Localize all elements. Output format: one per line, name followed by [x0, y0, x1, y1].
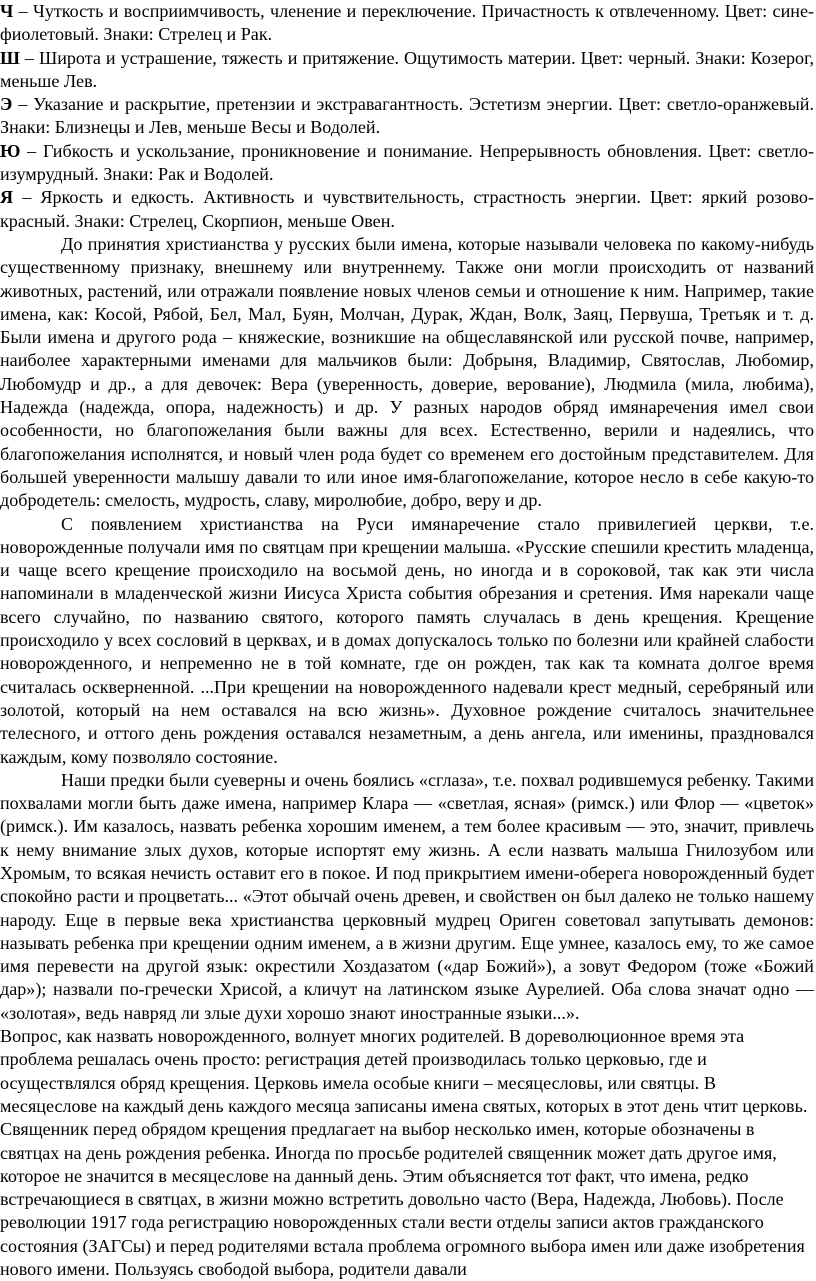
letter-label: Ю	[0, 140, 21, 161]
letter-description: – Широта и устрашение, тяжесть и притяжение. Ощутимость материи. Цвет: черный. Знаки: Козерог, меньше Лев.	[0, 47, 814, 91]
paragraph-pre-christian-names: До принятия христианства у русских были имена, которые называли человека по какому-нибудь существенному признаку, внешнему или внутреннему. Также они могли происходить от названий животных, растений, или отражали появление новых членов семьи и отношение к ним. Например, такие имена, как: Косой, Рябой, Бел, Мал, Буян, Молчан, Дурак, Ждан, Волк, Заяц, Первуша, Третьяк и т. д. Были имена и другого рода – княжеские, возникшие на общеславянской или русской почве, например, наиболее характерными именами для мальчиков были: Добрыня, Владимир, Святослав, Любомир, Любомудр и др., а для девочек: Вера (уверенность, доверие, верование), Людмила (мила, любима), Надежда (надежда, опора, надежность) и др. У разных народов обряд имянаречения имел свои особенности, но благопожелания были важны для всех. Естественно, верили и надеялись, что благопожелания исполнятся, и новый член рода будет со временем его достойным представителем. Для большей уверенности малышу давали то или иное имя-благопожелание, которое несло в себе какую-то добродетель: смелость, мудрость, славу, миролюбие, добро, веру и др.	[0, 233, 814, 511]
paragraph-christian-naming: С появлением христианства на Руси имянаречение стало привилегией церкви, т.е. новорожденные получали имя по святцам при крещении малыша. «Русские спешили крестить младенца, и чаще всего крещение происходило на восьмой день, но иногда и в сороковой, так как эти числа напоминали в младенческой жизни Иисуса Христа события обрезания и сретения. Имя нарекали чаще всего случайно, по названию святого, которого память случалась в день крещения. Крещение происходило у всех сословий в церквах, и в домах допускалось только по болезни или крайней слабости новорожденного, и непременно не в той комнате, где он рожден, так как та комната долгое время считалась оскверненной. ...При крещении на новорожденного надевали крест медный, серебряный или золотой, который на нем оставался на всю жизнь». Духовное рождение считалось значительнее телесного, и оттого день рождения оставался незаметным, а день ангела, или именины, праздновался каждым, кому позволяло состояние.	[0, 513, 814, 767]
paragraph-choosing-name: Вопрос, как назвать новорожденного, волнует многих родителей. В дореволюционное время эта проблема решалась очень просто: регистрация детей производилась только церковью, где и осуществлялся обряд крещения. Церковь имела особые книги – месяцесловы, или святцы. В месяцеслове на каждый день каждого месяца записаны имена святых, которых в этот день чтит церковь. Священник перед обрядом крещения предлагает на выбор несколько имен, которые обозначены в святцах на день рождения ребенка. Иногда по просьбе родителей священник может дать другое имя, которое не значится в месяцеслове на данный день. Этим объясняется тот факт, что имена, редко встречающиеся в святцах, в жизни можно встретить довольно часто (Вера, Надежда, Любовь). После революции 1917 года регистрацию новорожденных стали вести отделы записи актов гражданского состояния (ЗАГСы) и перед родителями встала проблема огромного выбора имен или даже изобретения нового имени. Пользуясь свободой выбора, родители давали	[0, 1026, 808, 1280]
letter-description: – Гибкость и ускользание, проникновение и понимание. Непрерывность обновления. Цвет: светло-изумрудный. Знаки: Рак и Водолей.	[0, 140, 814, 185]
letter-entry-e	[0, 93, 814, 140]
letter-label: Э	[0, 94, 13, 115]
letter-description: – Указание и раскрытие, претензии и экстравагантность. Эстетизм энергии. Цвет: светло-оранжевый. Знаки: Близнецы и Лев, меньше Весы и Водолей.	[0, 94, 814, 138]
letter-entry-sha	[0, 47, 814, 94]
letter-description: – Яркость и едкость. Активность и чувствительность, страстность энергии. Цвет: яркий розово-красный. Знаки: Стрелец, Скорпион, меньше Овен.	[0, 187, 814, 231]
letter-description: – Чуткость и восприимчивость, членение и переключение. Причастность к отвлеченному. Цвет: сине-фиолетовый. Знаки: Стрелец и Рак.	[0, 1, 814, 45]
letter-entry-yu	[0, 140, 814, 187]
letter-label: Ч	[0, 1, 14, 21]
letter-entry-ya	[0, 186, 814, 233]
letter-label: Ш	[0, 47, 20, 68]
letter-label: Я	[0, 187, 14, 208]
paragraph-superstitions: Наши предки были суеверны и очень боялись «сглаза», т.е. похвал родившемуся ребенку. Такими похвалами могли быть даже имена, например Клара — «светлая, ясная» (римск.) или Флор — «цветок» (римск.). Им казалось, назвать ребенка хорошим именем, а тем более красивым — это, значит, привлечь к нему внимание злых духов, которые испортят ему жизнь. А если назвать малыша Гнилозубом или Хромым, то всякая нечисть оставит его в покое. И под прикрытием имени-оберега новорожденный будет спокойно расти и процветать... «Этот обычай очень древен, и свойствен он был далеко не только нашему народу. Еще в первые века христианства церковный мудрец Ориген советовал запутывать демонов: называть ребенка при крещении одним именем, а в жизни другим. Еще умнее, казалось ему, то же самое имя перевести на другой язык: окрестили Хоздазатом («дар Божий»), а зовут Федором (тоже «Божий дар»); назвали по-гречески Хрисой, а кличут на латинском языке Аурелией. Оба слова значат одно — «золотая», ведь навряд ли злые духи хорошо знают иностранные языки...».	[0, 769, 814, 1023]
letter-entry-che	[0, 0, 814, 47]
